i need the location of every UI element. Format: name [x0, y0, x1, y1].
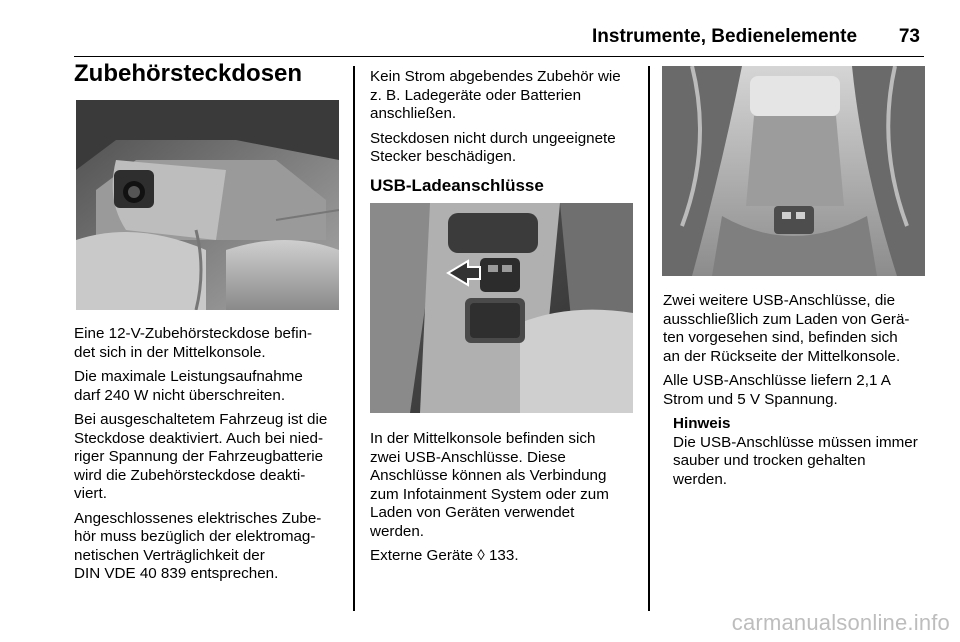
middle-text-top	[370, 68, 642, 173]
paragraph: Bei ausgeschaltetem Fahrzeug ist die Steckdose deaktiviert. Auch bei nied‑ riger Spannung der Fahrzeugbatterie wird die Zubehörsteckdose deakti‑ viert.	[74, 411, 328, 502]
accessory-socket-photo	[76, 100, 339, 310]
subsection-title: USB-Ladeanschlüsse	[370, 176, 544, 195]
watermark: carmanualsonline.info	[731, 610, 950, 635]
crossref-page[interactable]: 133.	[488, 547, 519, 564]
paragraph: Zwei weitere USB-Anschlüsse, die ausschließlich zum Laden von Gerä‑ ten vorgesehen sind, befinden sich an der Rückseite der Mittelkonsole.	[663, 292, 910, 365]
paragraph: Eine 12-V-Zubehörsteckdose befin‑ det sich in der Mittelkonsole.	[74, 325, 313, 361]
paragraph: Die maximale Leistungsaufnahme darf 240 W nicht überschreiten.	[74, 368, 303, 404]
page-header	[74, 0, 924, 57]
note-text: Die USB-Anschlüsse müssen immer sauber und trocken gehalten werden.	[673, 433, 918, 488]
paragraph: Angeschlossenes elektrisches Zube‑ hör muss bezüglich der elektromag‑ netischen Verträglichkeit der DIN VDE 40 839 entsprechen.	[74, 509, 322, 582]
usb-ports-photo	[370, 203, 633, 413]
usb-section-heading	[370, 176, 642, 196]
crossref	[370, 547, 642, 566]
crossref-arrow-icon: ◊	[477, 547, 485, 564]
column-divider-right	[648, 66, 650, 611]
paragraph: Steckdosen nicht durch ungeeignete Stecker beschädigen.	[370, 129, 616, 165]
crossref-text: Externe Geräte	[370, 547, 473, 564]
left-text	[74, 325, 346, 590]
page-number: 73	[898, 26, 920, 47]
paragraph: In der Mittelkonsole befinden sich zwei USB-Anschlüsse. Diese Anschlüsse können als Verbindung zum Infotainment System oder zum Laden von Geräten verwendet werden.	[370, 430, 609, 540]
paragraph: Alle USB-Anschlüsse liefern 2,1 A Strom und 5 V Spannung.	[663, 372, 891, 408]
column-divider-left	[353, 66, 355, 611]
paragraph: Kein Strom abgebendes Zubehör wie z. B. Ladegeräte oder Batterien anschließen.	[370, 68, 621, 122]
section-title: Zubehörsteckdosen	[74, 60, 303, 87]
left-column	[74, 60, 346, 88]
chapter-title: Instrumente, Bedienelemente	[592, 26, 858, 47]
note-title: Hinweis	[673, 415, 731, 432]
note-box	[673, 415, 933, 489]
right-text	[663, 292, 933, 495]
middle-text-bottom	[370, 430, 642, 572]
rear-usb-photo	[662, 66, 925, 276]
